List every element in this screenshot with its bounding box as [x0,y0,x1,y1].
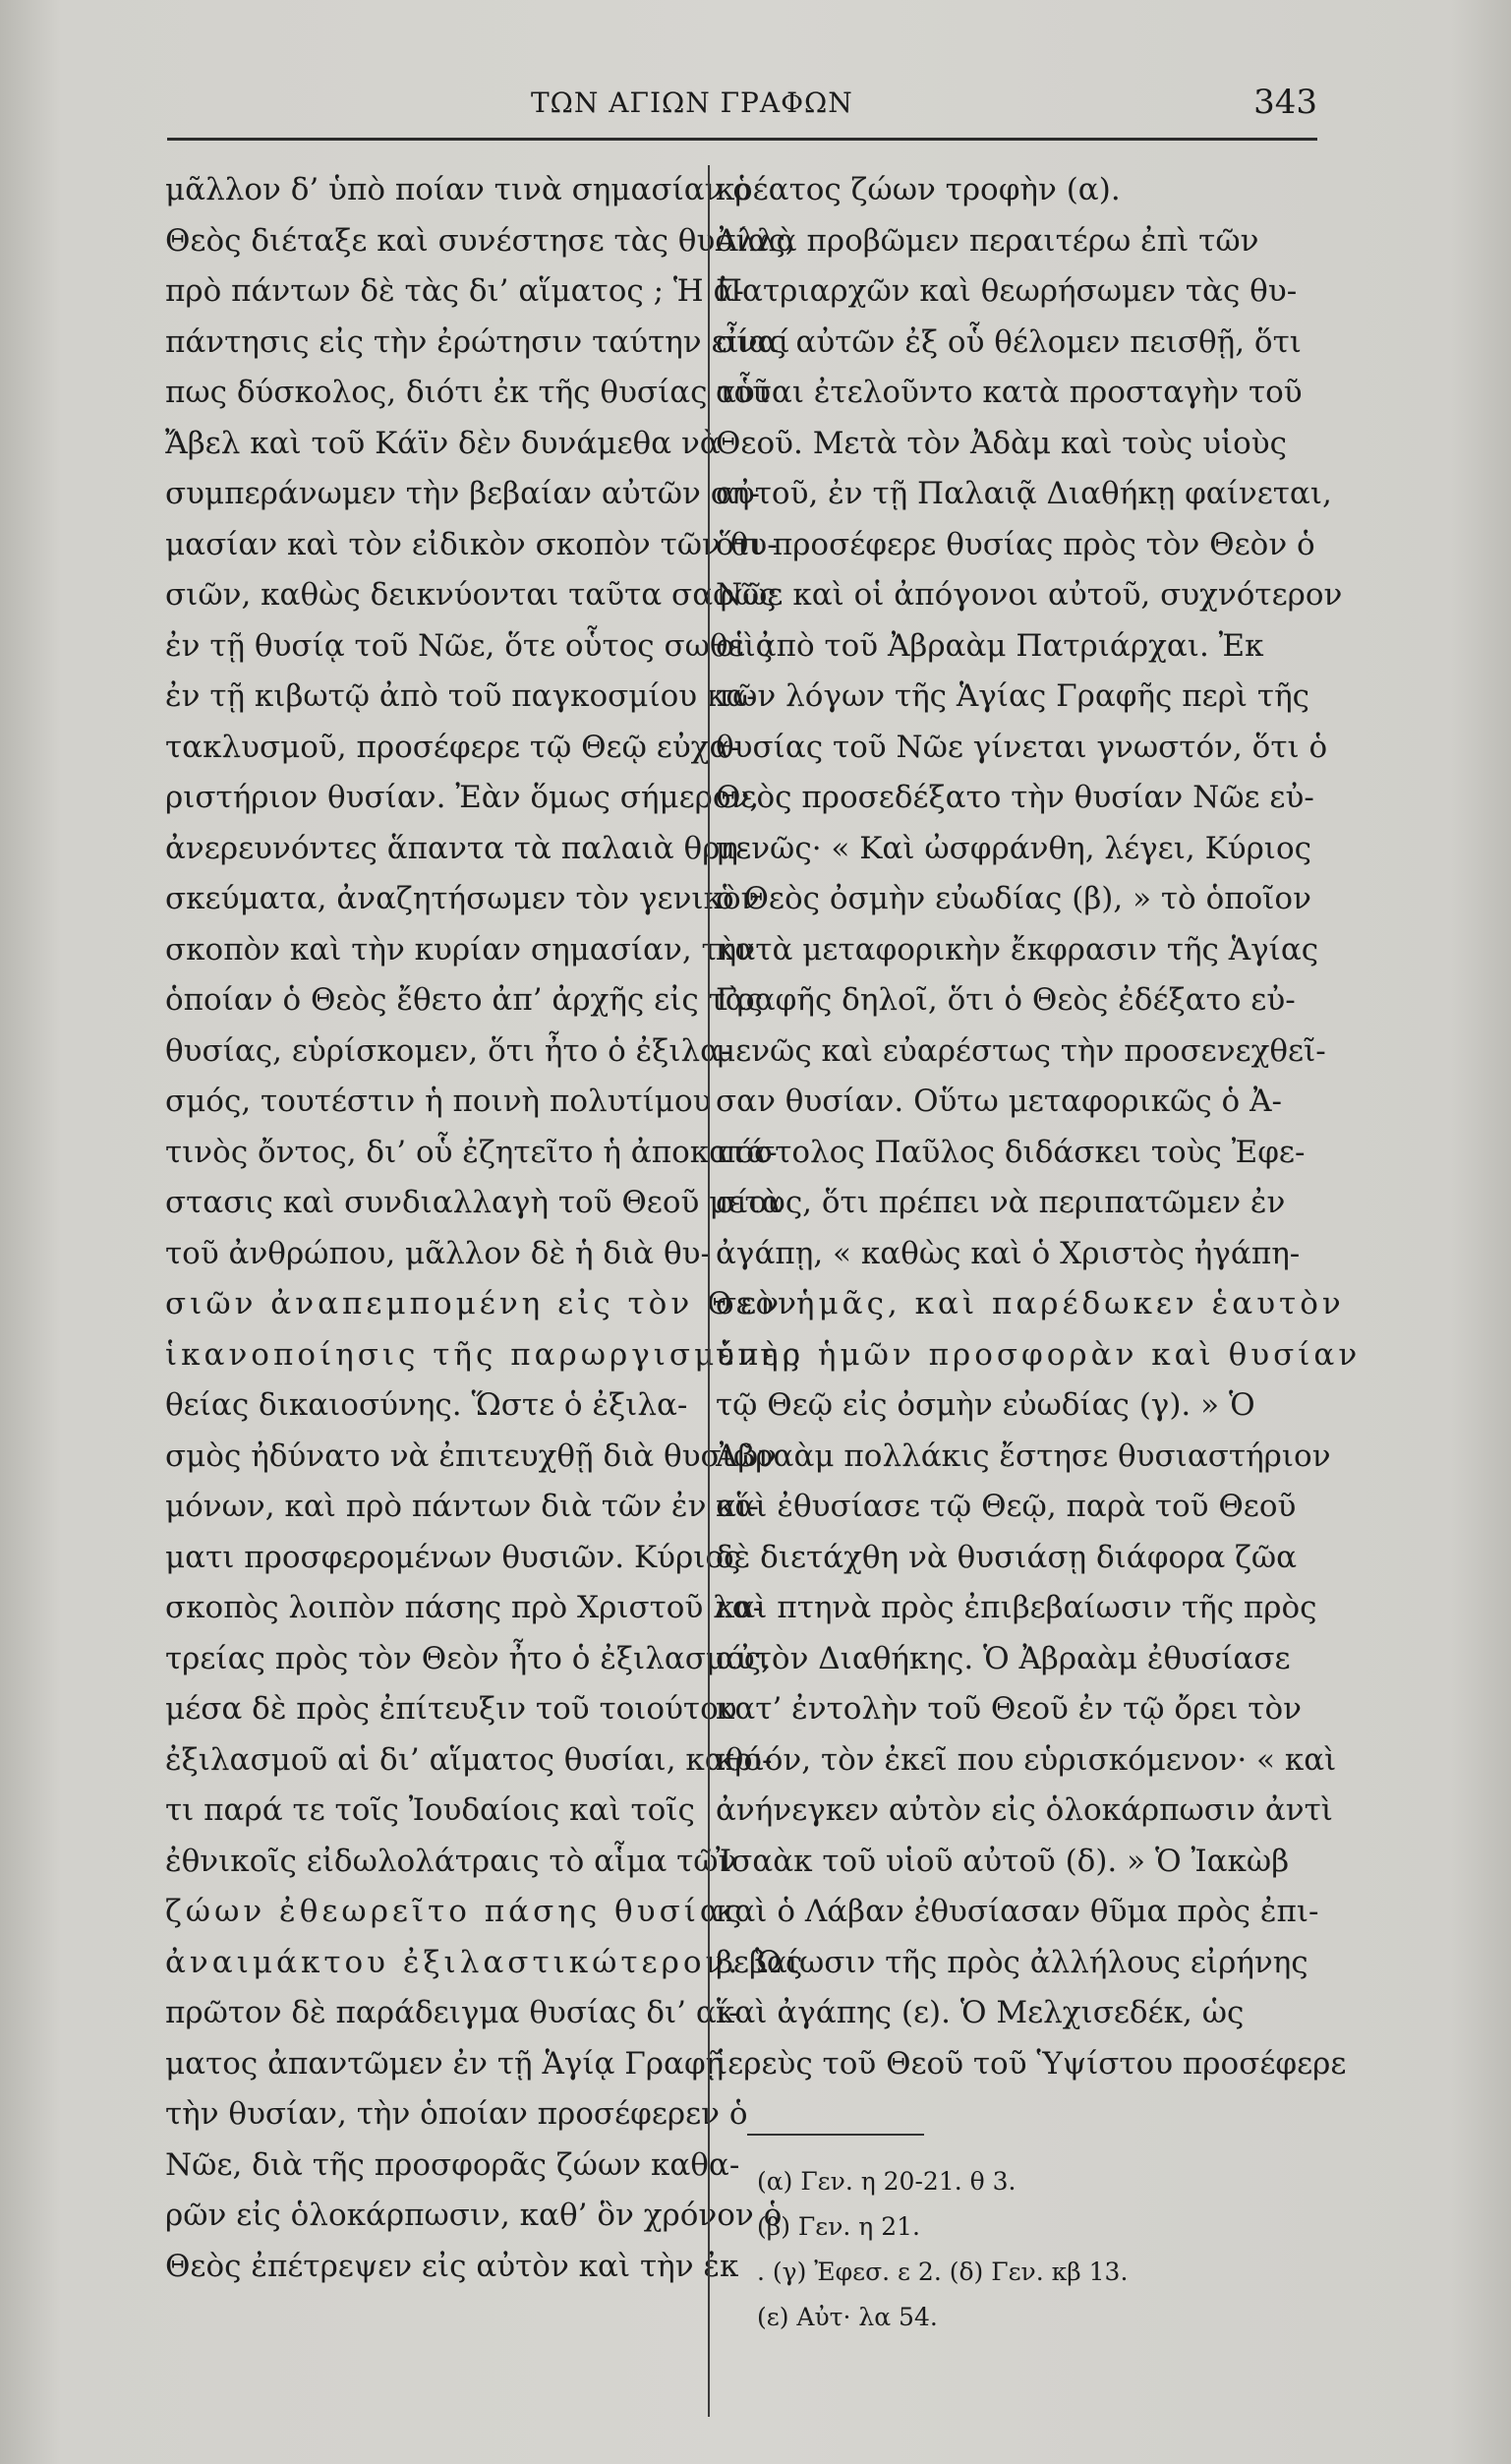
header-rule [167,138,1317,141]
text-line: καὶ ἀγάπης (ε). Ὁ Μελχισεδέκ, ὡς [716,1995,1245,2030]
text-line: Νῶε, διὰ τῆς προσφορᾶς ζώων καθα- [165,2146,740,2183]
text-line: κριόν, τὸν ἐκεῖ που εὑρισκόμενον· « καὶ [716,1741,1337,1778]
left-text-column [165,165,807,2292]
text-line: Ἄβελ καὶ τοῦ Κάϊν δὲν δυνάμεθα νὰ [165,425,721,461]
text-line: μασίαν καὶ τὸν εἰδικὸν σκοπὸν τῶν θυ- [165,526,778,562]
text-line: σεν ἡμᾶς, καὶ παρέδωκεν ἑαυτὸν [716,1286,1345,1321]
text-line: σίους, ὅτι πρέπει νὰ περιπατῶμεν ἐν [716,1185,1286,1220]
text-line: αὗται ἐτελοῦντο κατὰ προσταγὴν τοῦ [716,375,1303,410]
text-line: ὅτι προσέφερε θυσίας πρὸς τὸν Θεὸν ὁ [716,526,1315,562]
text-line: δὲ διετάχθη νὰ θυσιάσῃ διάφορα ζῶα [716,1539,1298,1575]
text-line: κατὰ μεταφορικὴν ἔκφρασιν τῆς Ἁγίας [716,931,1319,968]
text-line: πρὸ πάντων δὲ τὰς δι’ αἵματος ; Ἡ ἀ- [165,273,744,309]
text-line: ἐξιλασμοῦ αἱ δι’ αἵματος θυσίαι, καθό- [165,1741,773,1778]
text-line: βεβαίωσιν τῆς πρὸς ἀλλήλους εἰρήνης [716,1944,1308,1980]
text-line: μόνων, καὶ πρὸ πάντων διὰ τῶν ἐν αἵ- [165,1489,759,1524]
text-line: ἐν τῇ θυσίᾳ τοῦ Νῶε, ὅτε οὗτος σωθεὶς [165,627,774,664]
running-title: ΤΩΝ ΑΓΙΩΝ ΓΡΑΦΩΝ [531,87,853,119]
text-line: τι παρά τε τοῖς Ἰουδαίοις καὶ τοῖς [165,1792,695,1828]
text-line: ἱκανοποίησις τῆς παρωργισμένης [165,1336,804,1373]
text-line: στασις καὶ συνδιαλλαγὴ τοῦ Θεοῦ μετὰ [165,1185,783,1220]
text-line: Θεὸς διέταξε καὶ συνέστησε τὰς θυσίας, [165,222,795,259]
text-line: μενῶς καὶ εὐαρέστως τὴν προσενεχθεῖ- [716,1032,1326,1069]
text-line: ὁ Θεὸς ὀσμὴν εὐωδίας (β), » τὸ ὁποῖον [716,881,1311,916]
text-line: πως δύσκολος, διότι ἐκ τῆς θυσίας τοῦ [165,375,772,410]
text-line: ἀνήνεγκεν αὐτὸν εἰς ὁλοκάρπωσιν ἀντὶ [716,1792,1333,1828]
text-line: καὶ ἐθυσίασε τῷ Θεῷ, παρὰ τοῦ Θεοῦ [716,1489,1297,1524]
text-line: ἱερεὺς τοῦ Θεοῦ τοῦ Ὑψίστου προσέφερε [716,2045,1347,2082]
text-line: σιῶν ἀναπεμπομένη εἰς τὸν Θεὸν [165,1286,801,1321]
text-line: μᾶλλον δ’ ὑπὸ ποίαν τινὰ σημασίαν ὁ [165,172,752,207]
text-line: ἀναιμάκτου ἐξιλαστικώτερον. Ὡς [165,1944,807,1980]
text-line: σιῶν, καθὼς δεικνύονται ταῦτα σαφῶς [165,577,777,613]
text-line: τὴν θυσίαν, τὴν ὁποίαν προσέφερεν ὁ [165,2096,748,2132]
text-line: σκοπὸν καὶ τὴν κυρίαν σημασίαν, τὴν [165,931,756,968]
text-line: θυσίας, εὑρίσκομεν, ὅτι ἦτο ὁ ἐξιλα- [165,1032,731,1069]
text-line: ριστήριον θυσίαν. Ἐὰν ὅμως σήμερον, [165,780,760,815]
text-line: ζώων ἐθεωρεῖτο πάσης θυσίας [165,1894,746,1929]
text-line: σμὸς ἠδύνατο νὰ ἐπιτευχθῇ διὰ θυσιῶν [165,1437,777,1474]
text-line: ὑπὲρ ἡμῶν προσφορὰν καὶ θυσίαν [716,1336,1362,1373]
footnote-alpha: (α) Γεν. η 20-21. θ 3. [757,2167,1017,2196]
text-line: Γραφῆς δηλοῖ, ὅτι ὁ Θεὸς ἐδέξατο εὐ- [716,982,1296,1018]
text-line: τῷ Θεῷ εἰς ὀσμὴν εὐωδίας (γ). » Ὁ [716,1387,1255,1423]
footnote-gamma-delta: . (γ) Ἐφεσ. ε 2. (δ) Γεν. κβ 13. [757,2258,1129,2286]
text-line: πρῶτον δὲ παράδειγμα θυσίας δι’ αἵ- [165,1995,739,2030]
text-line: ἐν τῇ κιβωτῷ ἀπὸ τοῦ παγκοσμίου κα- [165,678,757,714]
text-line: Ἀλλὰ προβῶμεν περαιτέρω ἐπὶ τῶν [716,222,1259,259]
text-line: Πατριαρχῶν καὶ θεωρήσωμεν τὰς θυ- [716,273,1298,309]
text-line: τῶν λόγων τῆς Ἁγίας Γραφῆς περὶ τῆς [716,678,1310,714]
text-line: Θεοῦ. Μετὰ τὸν Ἀδὰμ καὶ τοὺς υἱοὺς [716,425,1287,461]
text-line: αὐτοῦ, ἐν τῇ Παλαιᾷ Διαθήκῃ φαίνεται, [716,476,1332,511]
text-line: σαν θυσίαν. Οὕτω μεταφορικῶς ὁ Ἀ- [716,1084,1282,1119]
text-line: μέσα δὲ πρὸς ἐπίτευξιν τοῦ τοιούτου [165,1691,737,1727]
page-number: 343 [1253,83,1317,122]
text-line: αὐτὸν Διαθήκης. Ὁ Ἀβραὰμ ἐθυσίασε [716,1640,1291,1676]
text-line: ὁποίαν ὁ Θεὸς ἔθετο ἀπ’ ἀρχῆς εἰς τὰς [165,982,764,1018]
text-line: πάντησις εἰς τὴν ἐρώτησιν ταύτην εἶναί [165,323,790,360]
text-line: σκεύματα, ἀναζητήσωμεν τὸν γενικὸν [165,881,760,916]
text-line: ἀγάπῃ, « καθὼς καὶ ὁ Χριστὸς ἠγάπη- [716,1235,1301,1271]
footnote-epsilon: (ε) Αὐτ· λα 54. [757,2303,938,2331]
footnotes [757,2159,1308,2340]
text-line: Ἀβραὰμ πολλάκις ἔστησε θυσιαστήριον [716,1437,1331,1474]
text-line: Ἰσαὰκ τοῦ υἱοῦ αὐτοῦ (δ). » Ὁ Ἰακὼβ [716,1843,1290,1879]
text-line: ρῶν εἰς ὁλοκάρπωσιν, καθ’ ὃν χρόνον ὁ [165,2198,783,2233]
text-line: τρείας πρὸς τὸν Θεὸν ἦτο ὁ ἐξιλασμός, [165,1640,771,1676]
text-line: οἱ ἀπὸ τοῦ Ἀβραὰμ Πατριάρχαι. Ἐκ [716,627,1264,664]
text-line: ἐθνικοῖς εἰδωλολάτραις τὸ αἷμα τῶν [165,1843,737,1879]
text-line: Θεὸς προσεδέξατο τὴν θυσίαν Νῶε εὐ- [716,780,1314,815]
footnote-rule [747,2134,924,2136]
right-text-column [716,165,1362,2089]
text-line: ἀνερευνόντες ἅπαντα τὰ παλαιὰ θρη- [165,830,749,866]
text-line: ματι προσφερομένων θυσιῶν. Κύριος [165,1539,741,1575]
text-line: τακλυσμοῦ, προσέφερε τῷ Θεῷ εὐχα- [165,729,740,765]
text-line: σκοπὸς λοιπὸν πάσης πρὸ Χριστοῦ λα- [165,1590,764,1625]
text-line: μενῶς· « Καὶ ὠσφράνθη, λέγει, Κύριος [716,830,1311,866]
text-line: κρέατος ζώων τροφὴν (α). [716,172,1121,207]
text-line: καὶ ὁ Λάβαν ἐθυσίασαν θῦμα πρὸς ἐπι- [716,1894,1319,1929]
text-line: σμός, τουτέστιν ἡ ποινὴ πολυτίμου [165,1084,712,1119]
text-line: ματος ἀπαντῶμεν ἐν τῇ Ἁγίᾳ Γραφῇ [165,2045,725,2082]
column-divider [708,165,710,2417]
text-line: Θεὸς ἐπέτρεψεν εἰς αὐτὸν καὶ τὴν ἐκ [165,2248,739,2284]
footnote-beta: (β) Γεν. η 21. [757,2212,920,2241]
text-line: κατ’ ἐντολὴν τοῦ Θεοῦ ἐν τῷ ὄρει τὸν [716,1691,1302,1727]
text-line: συμπεράνωμεν τὴν βεβαίαν αὐτῶν ση- [165,476,760,511]
text-line: τινὸς ὄντος, δι’ οὗ ἐζητεῖτο ἡ ἀποκατά- [165,1134,778,1170]
text-line: σίας αὐτῶν ἐξ οὗ θέλομεν πεισθῇ, ὅτι [716,323,1302,360]
text-line: καὶ πτηνὰ πρὸς ἐπιβεβαίωσιν τῆς πρὸς [716,1590,1317,1625]
text-line: Νῶε καὶ οἱ ἀπόγονοι αὐτοῦ, συχνότερον [716,577,1343,613]
text-line: τοῦ ἀνθρώπου, μᾶλλον δὲ ἡ διὰ θυ- [165,1235,711,1271]
text-line: θείας δικαιοσύνης. Ὥστε ὁ ἐξιλα- [165,1387,688,1423]
text-line: πόστολος Παῦλος διδάσκει τοὺς Ἐφε- [716,1134,1306,1170]
page-header [167,79,1317,134]
text-line: θυσίας τοῦ Νῶε γίνεται γνωστόν, ὅτι ὁ [716,729,1328,765]
